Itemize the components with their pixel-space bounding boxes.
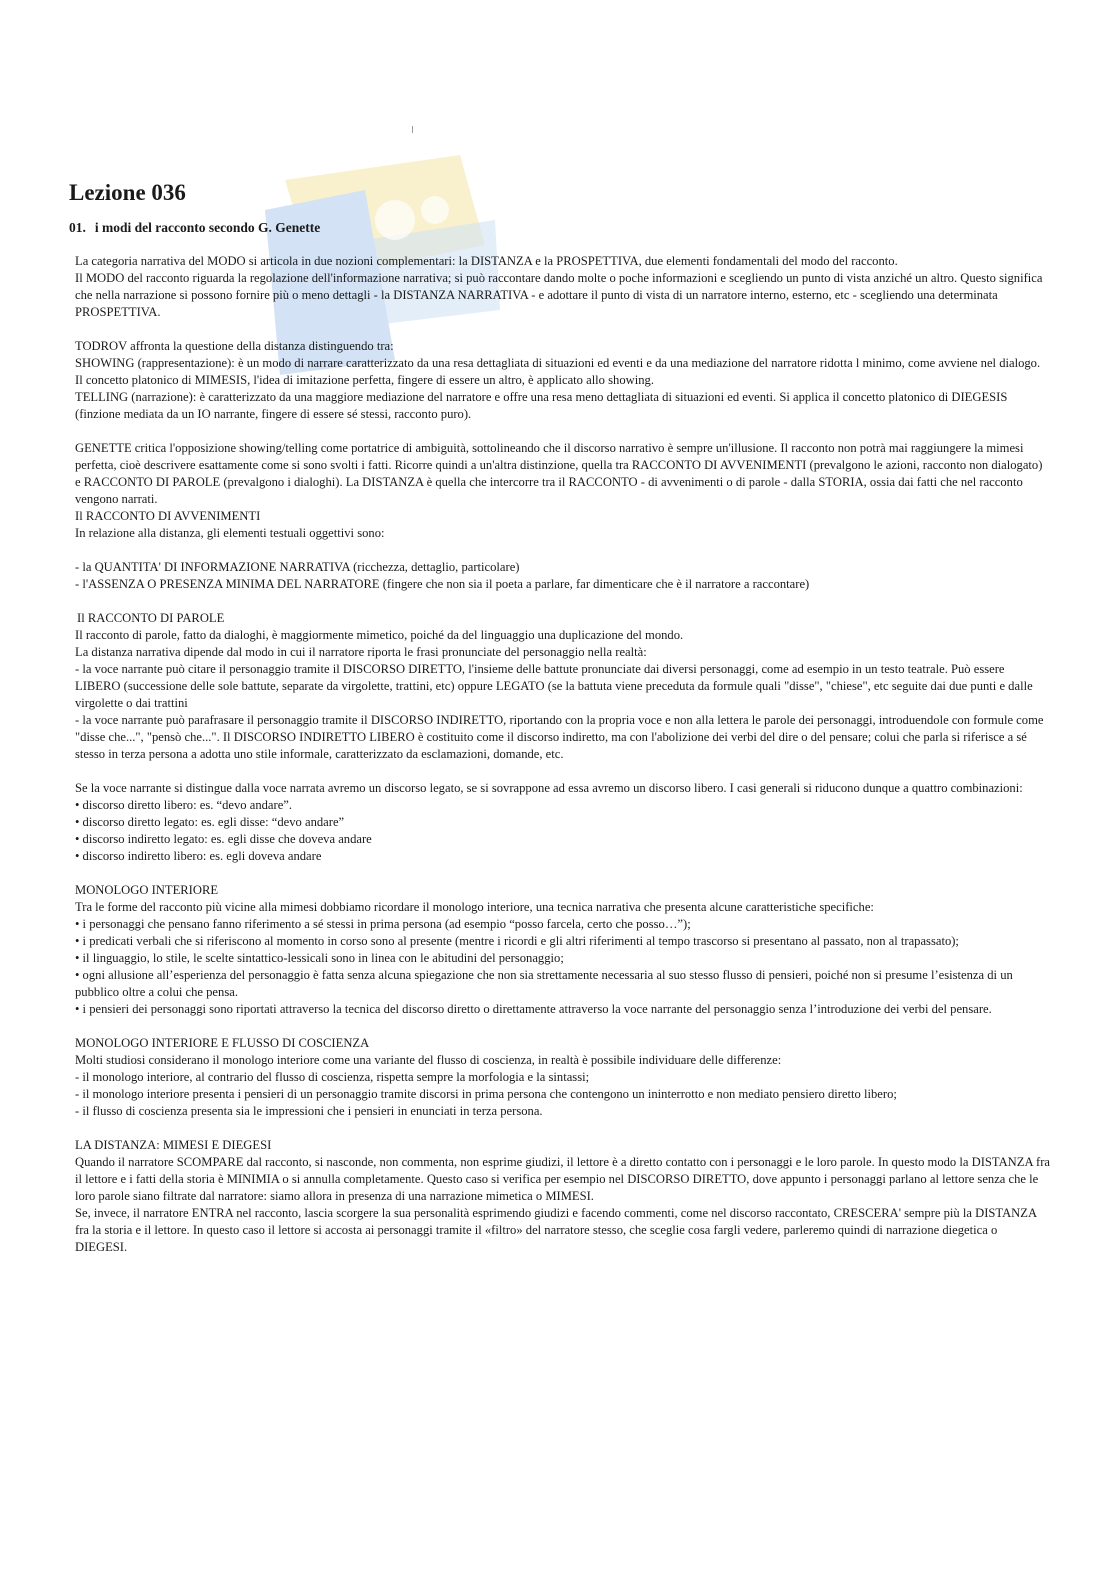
list-item: - la voce narrante può parafrasare il personaggio tramite il DISCORSO INDIRETTO, riportando con la propria voce e non alla lettera le parole dei personaggi, introduendole con formule come "disse che...", "pensò che...". Il DISCORSO INDIRETTO LIBERO è costituito come il discorso indiretto, ma con l'abolizione dei verbi del dire o del pensare; colui che parla si riferisce a sé stesso in terza persona a adotta uno stile informale, caratterizzato da esclamazioni, domande, etc.: [75, 713, 1044, 761]
list-item: • discorso diretto libero: es. “devo andare”.: [75, 798, 293, 812]
paragraph: La distanza narrativa dipende dal modo in cui il narratore riporta le frasi pronunciate del personaggio nella realtà:: [75, 645, 647, 659]
list-item: - la QUANTITA' DI INFORMAZIONE NARRATIVA (ricchezza, dettaglio, particolare): [75, 560, 520, 574]
paragraph: TODROV affronta la questione della distanza distinguendo tra:: [75, 339, 394, 353]
subheading: Il RACCONTO DI AVVENIMENTI: [75, 509, 261, 523]
paragraph: TELLING (narrazione): è caratterizzato da una maggiore mediazione del narratore e offre una resa meno dettagliata di situazioni ed eventi. Si applica il concetto platonico di DIEGESIS (finzione mediata da un IO narrante, fingere di essere sé stessi, racconto puro).: [75, 390, 1008, 421]
paragraph: Se la voce narrante si distingue dalla voce narrata avremo un discorso legato, se si sovrappone ad essa avremo un discorso libero. I casi generali si riducono dunque a quattro combinazioni:: [75, 781, 1023, 795]
paragraph: Il racconto di parole, fatto da dialoghi, è maggiormente mimetico, poiché da del linguaggio una duplicazione del mondo.: [75, 628, 684, 642]
list-item: - il monologo interiore, al contrario del flusso di coscienza, rispetta sempre la morfologia e la sintassi;: [75, 1070, 590, 1084]
paragraph: La categoria narrativa del MODO si articola in due nozioni complementari: la DISTANZA e la PROSPETTIVA, due elementi fondamentali del modo del racconto.: [75, 254, 898, 268]
list-item: • ogni allusione all’esperienza del personaggio è fatta senza alcuna spiegazione che non sia strettamente necessaria al suo stesso flusso di pensieri, poiché non si presume l’esistenza di un pubblico oltre a colui che pensa.: [75, 968, 1013, 999]
list-item: - il flusso di coscienza presenta sia le impressioni che i pensieri in enunciati in terza persona.: [75, 1104, 543, 1118]
paragraph: Quando il narratore SCOMPARE dal racconto, si nasconde, non commenta, non esprime giudizi, il lettore è a diretto contatto con i personaggi e le loro parole. In questo modo la DISTANZA fra il lettore e i fatti della storia è MINIMIA o si annulla completamente. Questo caso si verifica per esempio nel DISCORSO DIRETTO, dove appunto i personaggi parlano al lettore senza che le loro parole siano filtrate dal narratore: siamo allora in presenza di una narrazione mimetica o MIMESI.: [75, 1155, 1050, 1203]
paragraph: Il MODO del racconto riguarda la regolazione dell'informazione narrativa; si può raccontare dando molte o poche informazioni e scegliendo un punto di vista anziché un altro. Questo significa che nella narrazione si possono fornire più o meno dettagli - la DISTANZA NARRATIVA - e adottare il punto di vista di un narratore interno, esterno, etc - scegliendo una determinata PROSPETTIVA.: [75, 271, 1043, 319]
list-item: - il monologo interiore presenta i pensieri di un personaggio tramite discorsi in prima persona che contengono un ininterrotto e non mediato pensiero diretto libero;: [75, 1087, 897, 1101]
subheading: MONOLOGO INTERIORE E FLUSSO DI COSCIENZA: [75, 1036, 370, 1050]
paragraph: Tra le forme del racconto più vicine alla mimesi dobbiamo ricordare il monologo interiore, una tecnica narrativa che presenta alcune caratteristiche specifiche:: [75, 900, 874, 914]
section-number: 01.: [69, 220, 86, 235]
page-mark: [412, 126, 413, 133]
list-item: - la voce narrante può citare il personaggio tramite il DISCORSO DIRETTO, l'insieme delle battute pronunciate dai diversi personaggi, come ad esempio in un testo teatrale. Può essere LIBERO (successione delle sole battute, separate da virgolette, trattini, etc) oppure LEGATO (se la battuta viene preceduta da formule quali "disse", "chiese", etc seguite dai due punti e dalle virgolette o dai trattini: [75, 662, 1033, 710]
list-item: • i pensieri dei personaggi sono riportati attraverso la tecnica del discorso diretto o direttamente attraverso la voce narrante del personaggio senza l’introduzione dei verbi del pensare.: [75, 1002, 992, 1016]
paragraph: Molti studiosi considerano il monologo interiore come una variante del flusso di coscienza, in realtà è possibile individuare delle differenze:: [75, 1053, 782, 1067]
paragraph: GENETTE critica l'opposizione showing/telling come portatrice di ambiguità, sottolineando che il discorso narrativo è sempre un'illusione. Il racconto non potrà mai raggiungere la mimesi perfetta, cioè descrivere esattamente come si sono svolti i fatti. Ricorre quindi a un'altra distinzione, quella tra RACCONTO DI AVVENIMENTI (prevalgono le azioni, racconto non dialogato) e RACCONTO DI PAROLE (prevalgono i dialoghi). La DISTANZA è quella che intercorre tra il RACCONTO - di avvenimenti o di parole - dalla STORIA, ossia dai fatti che nel racconto vengono narrati.: [75, 441, 1043, 506]
list-item: • discorso diretto legato: es. egli disse: “devo andare”: [75, 815, 345, 829]
section-title: i modi del racconto secondo G. Genette: [94, 220, 321, 235]
subheading: LA DISTANZA: MIMESI E DIEGESI: [75, 1138, 272, 1152]
paragraph: Se, invece, il narratore ENTRA nel racconto, lascia scorgere la sua personalità esprimendo giudizi e facendo commenti, come nel discorso raccontato, CRESCERA' sempre più la DISTANZA fra la storia e il lettore. In questo caso il lettore si accosta ai personaggi tramite il «filtro» del narratore stesso, che sceglie cosa fargli vedere, parleremo quindi di narrazione diegetica o DIEGESI.: [75, 1206, 1037, 1254]
list-item: • discorso indiretto libero: es. egli doveva andare: [75, 849, 322, 863]
lesson-title: Lezione 036: [69, 180, 186, 205]
list-item: • il linguaggio, lo stile, le scelte sintattico-lessicali sono in linea con le abitudini del personaggio;: [75, 951, 564, 965]
subheading: MONOLOGO INTERIORE: [75, 883, 219, 897]
paragraph: In relazione alla distanza, gli elementi testuali oggettivi sono:: [75, 526, 385, 540]
paragraph: SHOWING (rappresentazione): è un modo di narrare caratterizzato da una resa dettagliata di situazioni ed eventi e da una mediazione del narratore ridotta l minimo, come avviene nel dialogo. Il concetto platonico di MIMESIS, l'idea di imitazione perfetta, fingere di essere un altro, è applicato allo showing.: [75, 356, 1041, 387]
section-heading: [69, 219, 320, 237]
lesson-body: [75, 253, 1050, 1256]
list-item: • i predicati verbali che si riferiscono al momento in corso sono al presente (mentre i ricordi e gli altri riferimenti al tempo trascorso si presentano al passato, non al trapassato);: [75, 934, 959, 948]
subheading: Il RACCONTO DI PAROLE: [77, 611, 225, 625]
list-item: - l'ASSENZA O PRESENZA MINIMA DEL NARRATORE (fingere che non sia il poeta a parlare, far dimenticare che è il narratore a raccontare): [75, 577, 810, 591]
list-item: • i personaggi che pensano fanno riferimento a sé stessi in prima persona (ad esempio “posso farcela, certo che posso…”);: [75, 917, 691, 931]
list-item: • discorso indiretto legato: es. egli disse che doveva andare: [75, 832, 372, 846]
